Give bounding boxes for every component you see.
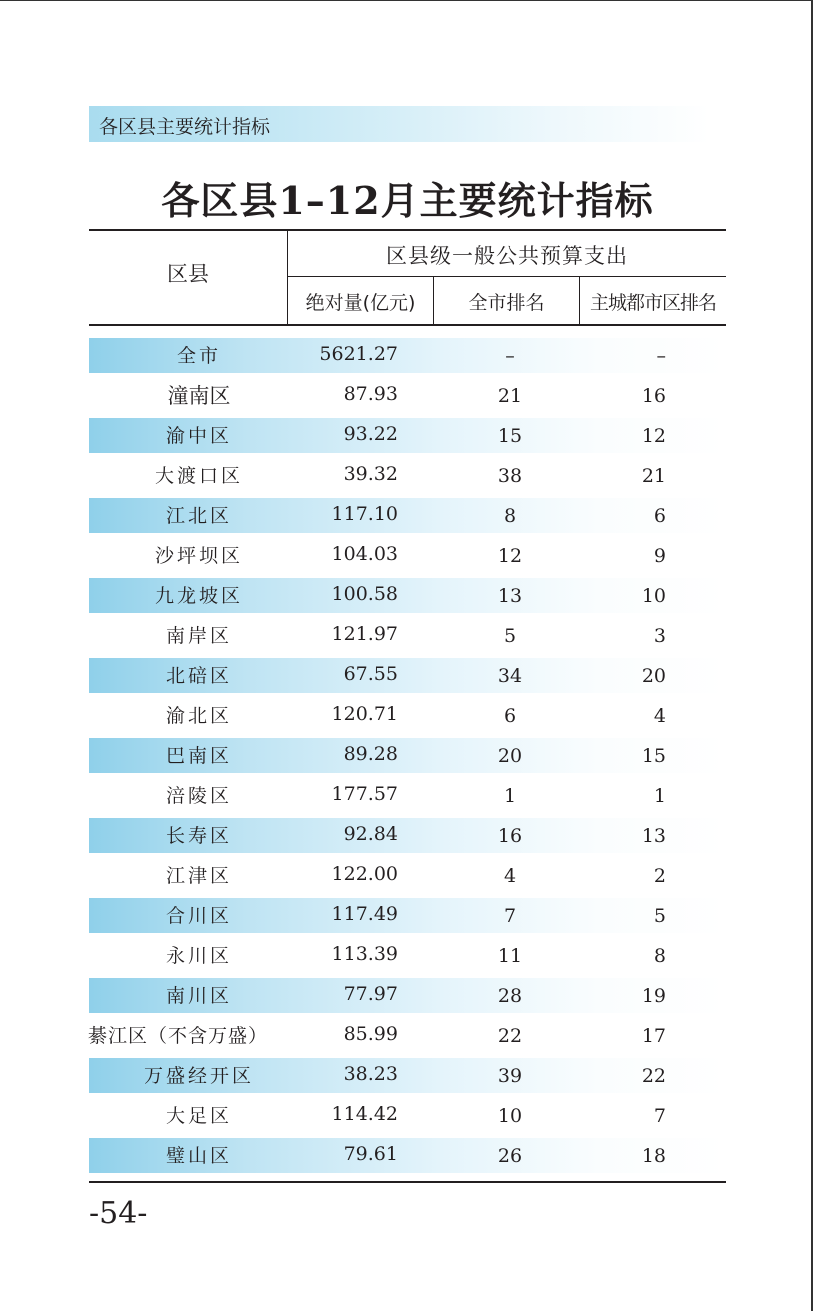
district-name: 万盛经开区 <box>143 1065 254 1087</box>
page-number: -54- <box>89 1196 148 1231</box>
section-banner-label: 各区县主要统计指标 <box>99 116 271 138</box>
district-name: 沙坪坝区 <box>154 545 243 567</box>
expenditure-value: 5621.27 <box>319 343 398 365</box>
table-row <box>89 618 726 653</box>
table-row <box>89 898 726 933</box>
main-city-rank: 12 <box>641 425 666 447</box>
table-row <box>89 1098 726 1133</box>
main-city-rank: 9 <box>653 545 666 567</box>
table-title: 各区县1–12月主要统计指标 <box>161 178 654 223</box>
city-rank: 4 <box>503 865 517 887</box>
city-rank: 26 <box>497 1145 523 1167</box>
main-city-rank: 8 <box>653 945 666 967</box>
main-city-rank: 7 <box>653 1105 666 1127</box>
district-name: 南川区 <box>165 985 232 1007</box>
city-rank: 6 <box>503 705 517 727</box>
main-city-rank: 20 <box>641 665 666 687</box>
district-name: 潼南区 <box>167 384 231 408</box>
city-rank: 5 <box>503 625 517 647</box>
city-rank: 7 <box>503 905 517 927</box>
district-name: 九龙坡区 <box>154 585 243 607</box>
table-row <box>89 378 726 413</box>
table-row <box>89 858 726 893</box>
district-name: 渝中区 <box>165 425 232 447</box>
main-city-rank: – <box>656 345 666 367</box>
district-name: 渝北区 <box>165 705 232 727</box>
city-rank: 34 <box>497 665 523 687</box>
expenditure-value: 79.61 <box>343 1143 398 1165</box>
page-border-right <box>811 0 813 1311</box>
district-name: 江北区 <box>165 505 232 527</box>
table-row <box>89 738 726 773</box>
section-banner <box>89 106 709 142</box>
table-top-rule <box>89 229 726 231</box>
city-rank: 28 <box>497 985 523 1007</box>
district-name: 大足区 <box>165 1105 232 1127</box>
district-name: 大渡口区 <box>154 465 243 487</box>
city-rank: 13 <box>497 585 523 607</box>
table-row <box>89 818 726 853</box>
city-rank: 39 <box>497 1065 523 1087</box>
table-row <box>89 1138 726 1173</box>
header-group-rule <box>288 276 726 277</box>
city-rank: 1 <box>503 785 517 807</box>
expenditure-value: 177.57 <box>331 783 398 805</box>
main-city-rank: 5 <box>653 905 666 927</box>
table-row <box>89 938 726 973</box>
expenditure-value: 121.97 <box>331 623 398 645</box>
expenditure-value: 38.23 <box>343 1063 398 1085</box>
district-name: 江津区 <box>165 865 232 887</box>
expenditure-value: 77.97 <box>343 983 398 1005</box>
district-name: 巴南区 <box>165 745 232 767</box>
expenditure-value: 39.32 <box>343 463 398 485</box>
district-name: 永川区 <box>165 945 232 967</box>
header-bottom-rule <box>89 324 726 326</box>
table-row <box>89 658 726 693</box>
main-city-rank: 21 <box>641 465 666 487</box>
expenditure-value: 93.22 <box>343 423 398 445</box>
main-city-rank: 10 <box>641 585 666 607</box>
city-rank: 20 <box>497 745 523 767</box>
page-border-top <box>0 0 812 1</box>
expenditure-value: 122.00 <box>331 863 398 885</box>
table-row <box>89 498 726 533</box>
main-city-rank: 16 <box>641 385 666 407</box>
city-rank: – <box>505 345 515 367</box>
main-city-rank: 13 <box>641 825 666 847</box>
expenditure-value: 120.71 <box>331 703 398 725</box>
main-city-rank: 6 <box>653 505 666 527</box>
table-row <box>89 978 726 1013</box>
expenditure-value: 85.99 <box>343 1023 398 1045</box>
district-name: 綦江区（不含万盛） <box>88 1025 269 1047</box>
table-row <box>89 778 726 813</box>
expenditure-value: 100.58 <box>331 583 398 605</box>
main-city-rank: 2 <box>653 865 666 887</box>
expenditure-value: 67.55 <box>343 663 398 685</box>
main-city-rank: 15 <box>641 745 666 767</box>
city-rank: 10 <box>497 1105 523 1127</box>
city-rank: 11 <box>497 945 523 967</box>
expenditure-value: 117.10 <box>331 503 398 525</box>
header-absolute-value: 绝对量(亿元) <box>305 292 416 314</box>
table-row <box>89 1058 726 1093</box>
city-rank: 22 <box>497 1025 523 1047</box>
city-rank: 21 <box>497 385 523 407</box>
table-row <box>89 458 726 493</box>
district-name: 涪陵区 <box>165 785 232 807</box>
main-city-rank: 17 <box>641 1025 666 1047</box>
header-main-city-rank: 主城都市区排名 <box>589 292 716 314</box>
table-row <box>89 418 726 453</box>
header-city-rank: 全市排名 <box>468 292 545 314</box>
main-city-rank: 22 <box>641 1065 666 1087</box>
table-row <box>89 1018 726 1053</box>
district-name: 北碚区 <box>165 665 232 687</box>
table-row <box>89 578 726 613</box>
expenditure-value: 87.93 <box>343 383 398 405</box>
table-row <box>89 538 726 573</box>
city-rank: 16 <box>497 825 523 847</box>
expenditure-value: 104.03 <box>331 543 398 565</box>
main-city-rank: 3 <box>653 625 666 647</box>
city-rank: 8 <box>503 505 517 527</box>
main-city-rank: 18 <box>641 1145 666 1167</box>
main-city-rank: 19 <box>641 985 666 1007</box>
main-city-rank: 1 <box>653 785 666 807</box>
city-rank: 38 <box>497 465 523 487</box>
district-name: 全市 <box>176 345 221 367</box>
district-name: 璧山区 <box>165 1145 232 1167</box>
main-city-rank: 4 <box>653 705 666 727</box>
expenditure-value: 117.49 <box>331 903 398 925</box>
expenditure-value: 89.28 <box>343 743 398 765</box>
table-row <box>89 338 726 373</box>
expenditure-value: 114.42 <box>331 1103 398 1125</box>
city-rank: 15 <box>497 425 523 447</box>
header-district: 区县 <box>167 262 209 286</box>
district-name: 合川区 <box>165 905 232 927</box>
expenditure-value: 92.84 <box>343 823 398 845</box>
header-budget-expenditure: 区县级一般公共预算支出 <box>386 244 628 268</box>
expenditure-value: 113.39 <box>331 943 398 965</box>
district-name: 南岸区 <box>165 625 232 647</box>
table-row <box>89 698 726 733</box>
district-name: 长寿区 <box>165 825 232 847</box>
table-bottom-rule <box>89 1181 726 1183</box>
city-rank: 12 <box>497 545 523 567</box>
